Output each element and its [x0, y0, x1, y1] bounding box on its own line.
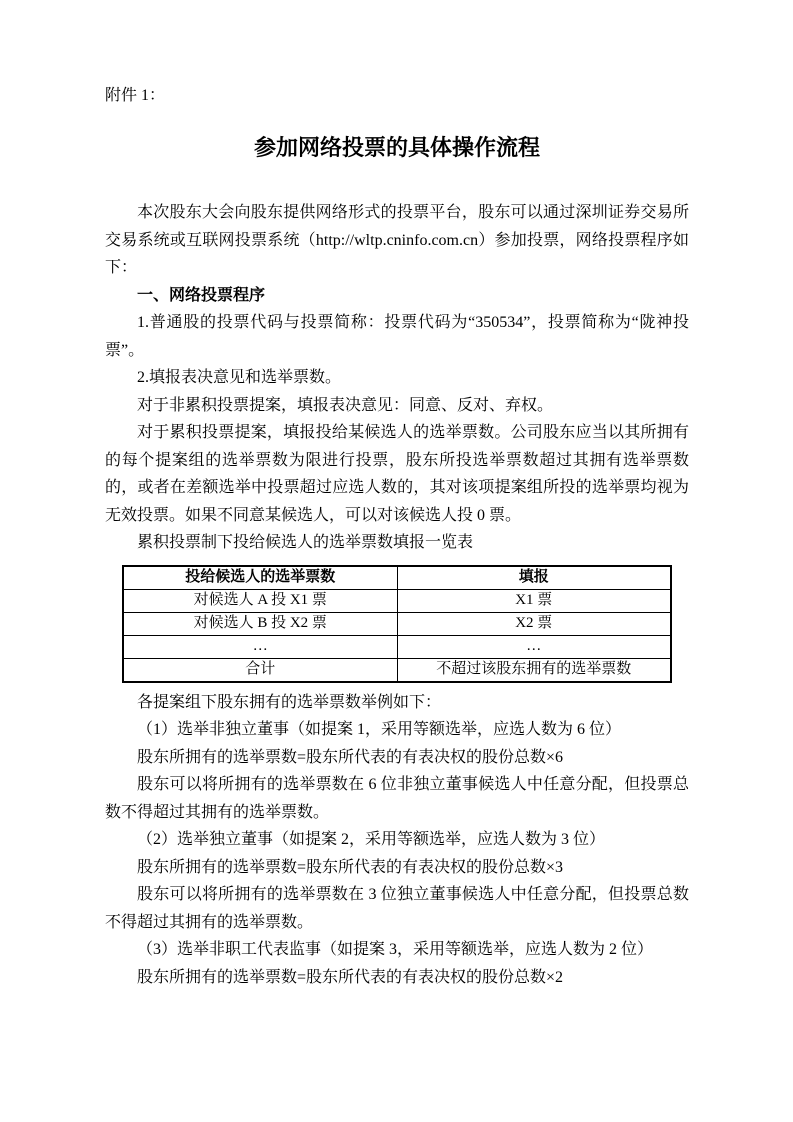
table-cell: 对候选人 B 投 X2 票 — [123, 612, 397, 635]
table-cell: 对候选人 A 投 X1 票 — [123, 589, 397, 612]
document-title: 参加网络投票的具体操作流程 — [253, 135, 540, 160]
table-header-votes-for-candidate: 投给候选人的选举票数 — [123, 566, 397, 590]
paragraph-examples-intro: 各提案组下股东拥有的选举票数举例如下： — [137, 693, 442, 711]
table-row-candidate-a — [123, 589, 671, 612]
table-cell: X1 票 — [397, 589, 671, 612]
paragraph-example-3-formula: 股东所拥有的选举票数=股东所代表的有表决权的股份总数×2 — [137, 968, 564, 986]
attachment-label: 附件 1： — [105, 87, 166, 104]
table-cell: 不超过该股东拥有的选举票数 — [397, 658, 671, 682]
table-cell: 合计 — [123, 658, 397, 682]
paragraph-example-3-title: （3）选举非职工代表监事（如提案 3，采用等额选举，应选人数为 2 位） — [137, 941, 654, 958]
table-cell: … — [123, 635, 397, 658]
table-cell: … — [397, 635, 671, 658]
paragraph-example-1-rule: 股东可以将所拥有的选举票数在 6 位非独立董事候选人中任意分配，但投票总数不得超过其拥有的选举票数。 — [105, 776, 689, 821]
section-heading: 一、网络投票程序 — [137, 286, 266, 304]
paragraph-cumulative: 对于累积投票提案，填报投给某候选人的选举票数。公司股东应当以其所拥有的每个提案组的选举票数为限进行投票，股东所投选举票数超过其拥有选举票数的，或者在差额选举中投票超过应选人数的，其对该项提案组所投的选举票均视为无效投票。如果不同意某候选人，可以对该候选人投 0 票。 — [105, 424, 689, 524]
paragraph-example-1-title: （1）选举非独立董事（如提案 1，采用等额选举，应选人数为 6 位） — [137, 721, 622, 738]
paragraph-vote-code: 1.普通股的投票代码与投票简称：投票代码为“350534”，投票简称为“陇神投票”。 — [105, 314, 689, 359]
table-caption: 累积投票制下投给候选人的选举票数填报一览表 — [137, 534, 474, 551]
table-row-total — [123, 658, 671, 682]
paragraph-example-2-title: （2）选举独立董事（如提案 2，采用等额选举，应选人数为 3 位） — [137, 831, 606, 848]
paragraph-fill-opinion: 2.填报表决意见和选举票数。 — [137, 369, 342, 386]
table-header-row — [123, 566, 671, 590]
paragraph-example-1-formula: 股东所拥有的选举票数=股东所代表的有表决权的股份总数×6 — [137, 748, 564, 766]
vote-count-table — [122, 565, 672, 683]
intro-paragraph: 本次股东大会向股东提供网络形式的投票平台，股东可以通过深圳证券交易所交易系统或互联网投票系统（http://wltp.cninfo.com.cn）参加投票，网络投票程序如下： — [105, 204, 689, 276]
table-cell: X2 票 — [397, 612, 671, 635]
table-row-candidate-b — [123, 612, 671, 635]
table-header-fill-in: 填报 — [397, 566, 671, 590]
paragraph-example-2-rule: 股东可以将所拥有的选举票数在 3 位独立董事候选人中任意分配，但投票总数不得超过其拥有的选举票数。 — [105, 886, 689, 931]
table-row-ellipsis — [123, 635, 671, 658]
paragraph-non-cumulative: 对于非累积投票提案，填报表决意见：同意、反对、弃权。 — [137, 396, 554, 414]
paragraph-example-2-formula: 股东所拥有的选举票数=股东所代表的有表决权的股份总数×3 — [137, 858, 564, 876]
